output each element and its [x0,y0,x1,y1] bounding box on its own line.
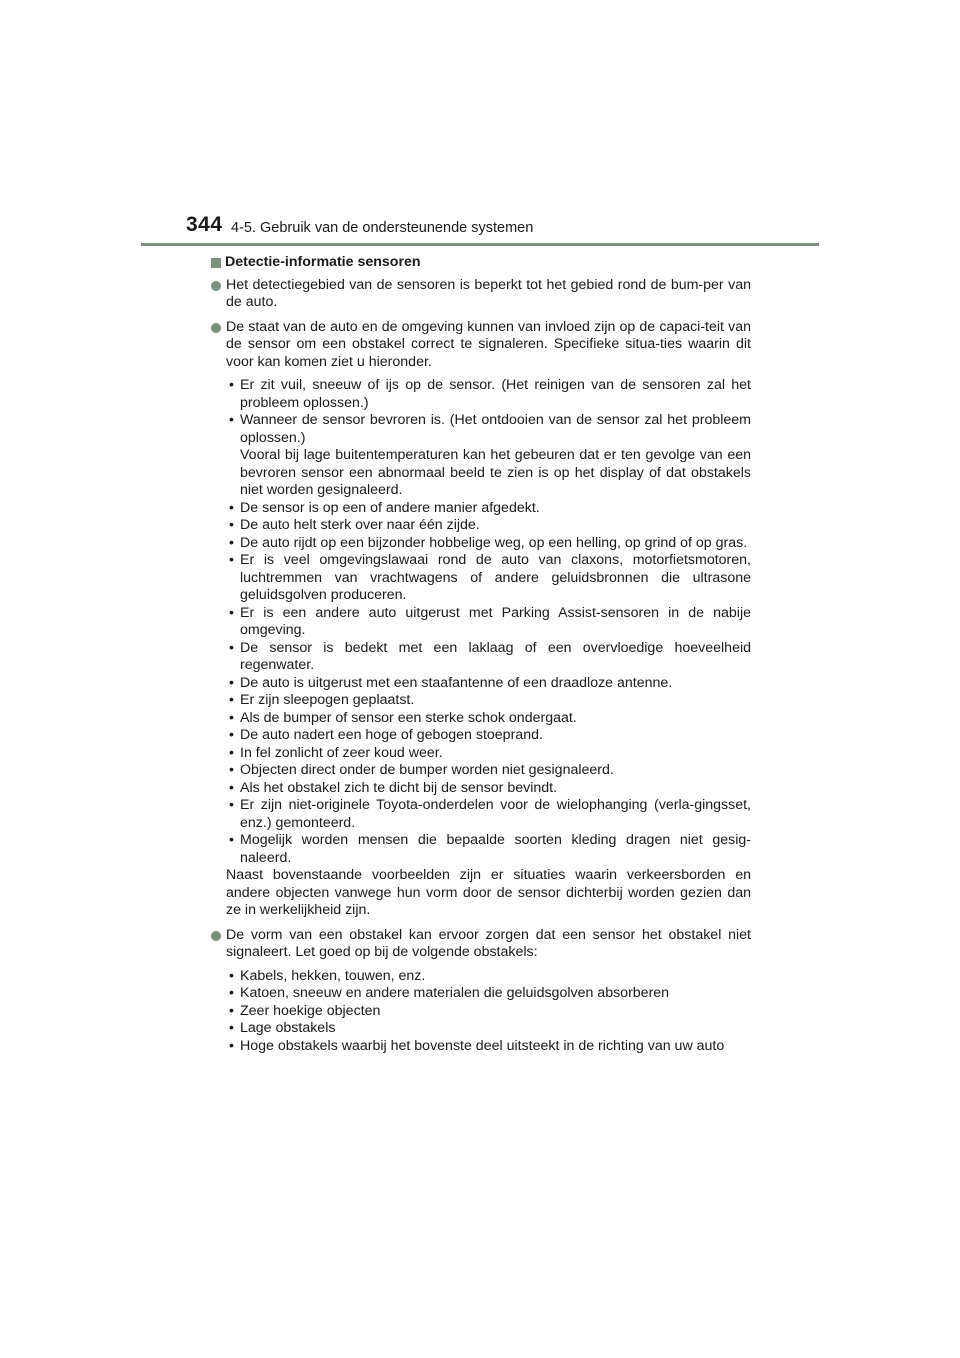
list-item-text: Als de bumper of sensor een sterke schok ondergaat. [240,709,577,726]
list-item-text: In fel zonlicht of zeer koud weer. [240,744,443,761]
list-item [226,517,751,535]
list-item-note: Vooral bij lage buitentemperaturen kan het gebeuren dat er ten gevolge van een bevroren sensor een abnormaal beeld te zien is op het display of dat obstakels niet worden gesignaleerd. [240,447,751,498]
bullet-glyph: • [229,709,234,726]
bullet-glyph: • [229,744,234,761]
square-bullet-icon [211,258,221,268]
condition-list [226,377,751,867]
bullet-glyph: • [229,552,234,568]
list-item [226,500,751,518]
bullet-glyph: • [229,692,234,708]
section-heading-text: Detectie-informatie sensoren [225,254,421,270]
list-item-text: De sensor is bedekt met een laklaag of een overvloedige hoeveelheid regenwater. [240,639,751,673]
list-item [226,780,751,798]
list-item [226,762,751,780]
list-item-text: Wanneer de sensor bevroren is. (Het ontdooien van de sensor zal het probleem oplossen.) [240,412,751,446]
info-point [211,927,751,962]
page-header [0,213,960,247]
list-item [226,552,751,605]
list-item [226,727,751,745]
list-item-text: Als het obstakel zich te dicht bij de sensor bevindt. [240,779,558,796]
list-item [226,968,751,986]
bullet-glyph: • [229,674,234,691]
bullet-glyph: • [229,534,234,551]
list-item [226,412,751,500]
bullet-glyph: • [229,499,234,516]
closing-note: Naast bovenstaande voorbeelden zijn er situaties waarin verkeersborden en andere objecten vanwege hun vorm door de sensor dichterbij worden gezien dan ze in werkelijkheid zijn. [226,867,751,918]
list-item [226,985,751,1003]
bullet-glyph: • [229,604,234,621]
page-content [211,254,751,1055]
list-item [226,605,751,640]
list-item [226,745,751,763]
list-item [226,640,751,675]
list-item [226,1020,751,1038]
circle-bullet-icon [211,323,221,333]
list-item-text: De sensor is op een of andere manier afgedekt. [240,499,540,516]
bullet-glyph: • [229,412,234,428]
section-heading [211,254,751,272]
header-divider [141,243,819,246]
list-item-text: Er is een andere auto uitgerust met Parking Assist-sensoren in de nabije omgeving. [240,604,751,638]
list-item [226,710,751,728]
list-item-text: Hoge obstakels waarbij het bovenste deel uitsteekt in de richting van uw auto [240,1037,725,1054]
list-item-text: Er zijn sleepogen geplaatst. [240,692,415,708]
info-point-text: De staat van de auto en de omgeving kunnen van invloed zijn op de capaci-teit van de sensor om een obstakel correct te signaleren. Specifieke situa-ties waarin dit voor kan komen ziet u hieronder. [226,318,751,370]
list-item [226,832,751,867]
list-item-text: Lage obstakels [240,1020,336,1036]
bullet-glyph: • [229,985,234,1001]
list-item-text: Er is veel omgevingslawaai rond de auto van claxons, motorfietsmotoren, luchtremmen van vrachtwagens of andere geluidsbronnen die ultrasone geluidsgolven produceren. [240,552,751,603]
bullet-glyph: • [229,1037,234,1054]
bullet-glyph: • [229,967,234,984]
bullet-glyph: • [229,639,234,656]
list-item-text: Mogelijk worden mensen die bepaalde soorten kleding dragen niet gesig-naleerd. [240,832,751,866]
circle-bullet-icon [211,281,221,291]
bullet-glyph: • [229,1020,234,1036]
list-item [226,535,751,553]
list-item [226,1038,751,1056]
bullet-glyph: • [229,779,234,796]
circle-bullet-icon [211,931,221,941]
list-item [226,1003,751,1021]
list-item-text: Er zit vuil, sneeuw of ijs op de sensor. (Het reinigen van de sensoren zal het probleem oplossen.) [240,377,751,411]
list-item [226,797,751,832]
bullet-glyph: • [229,797,234,813]
bullet-glyph: • [229,1002,234,1019]
bullet-glyph: • [229,377,234,393]
list-item-text: De auto helt sterk over naar één zijde. [240,517,480,533]
list-item-text: Katoen, sneeuw en andere materialen die geluidsgolven absorberen [240,985,670,1001]
list-item-text: De auto rijdt op een bijzonder hobbelige weg, op een helling, op grind of op gras. [240,534,748,551]
obstacle-list [226,968,751,1056]
list-item [226,675,751,693]
info-point-text: Het detectiegebied van de sensoren is beperkt tot het gebied rond de bum-per van de auto. [226,276,751,310]
list-item-text: Zeer hoekige objecten [240,1002,381,1019]
bullet-glyph: • [229,762,234,778]
bullet-glyph: • [229,517,234,533]
chapter-title: 4-5. Gebruik van de ondersteunende systemen [231,220,534,236]
list-item-text: Er zijn niet-originele Toyota-onderdelen voor de wielophanging (verla-gingsset, enz.) gemonteerd. [240,797,751,831]
list-item-text: De auto nadert een hoge of gebogen stoeprand. [240,727,543,743]
list-item [226,377,751,412]
list-item-text: De auto is uitgerust met een staafantenne of een draadloze antenne. [240,674,673,691]
info-point-text: De vorm van een obstakel kan ervoor zorgen dat een sensor het obstakel niet signaleert. Let goed op bij de volgende obstakels: [226,926,751,960]
list-item-text: Objecten direct onder de bumper worden niet gesignaleerd. [240,762,614,778]
bullet-glyph: • [229,832,234,848]
list-item-text: Kabels, hekken, touwen, enz. [240,967,426,984]
info-point [211,277,751,312]
info-point [211,319,751,372]
page-number: 344 [186,213,223,236]
list-item [226,692,751,710]
bullet-glyph: • [229,727,234,743]
